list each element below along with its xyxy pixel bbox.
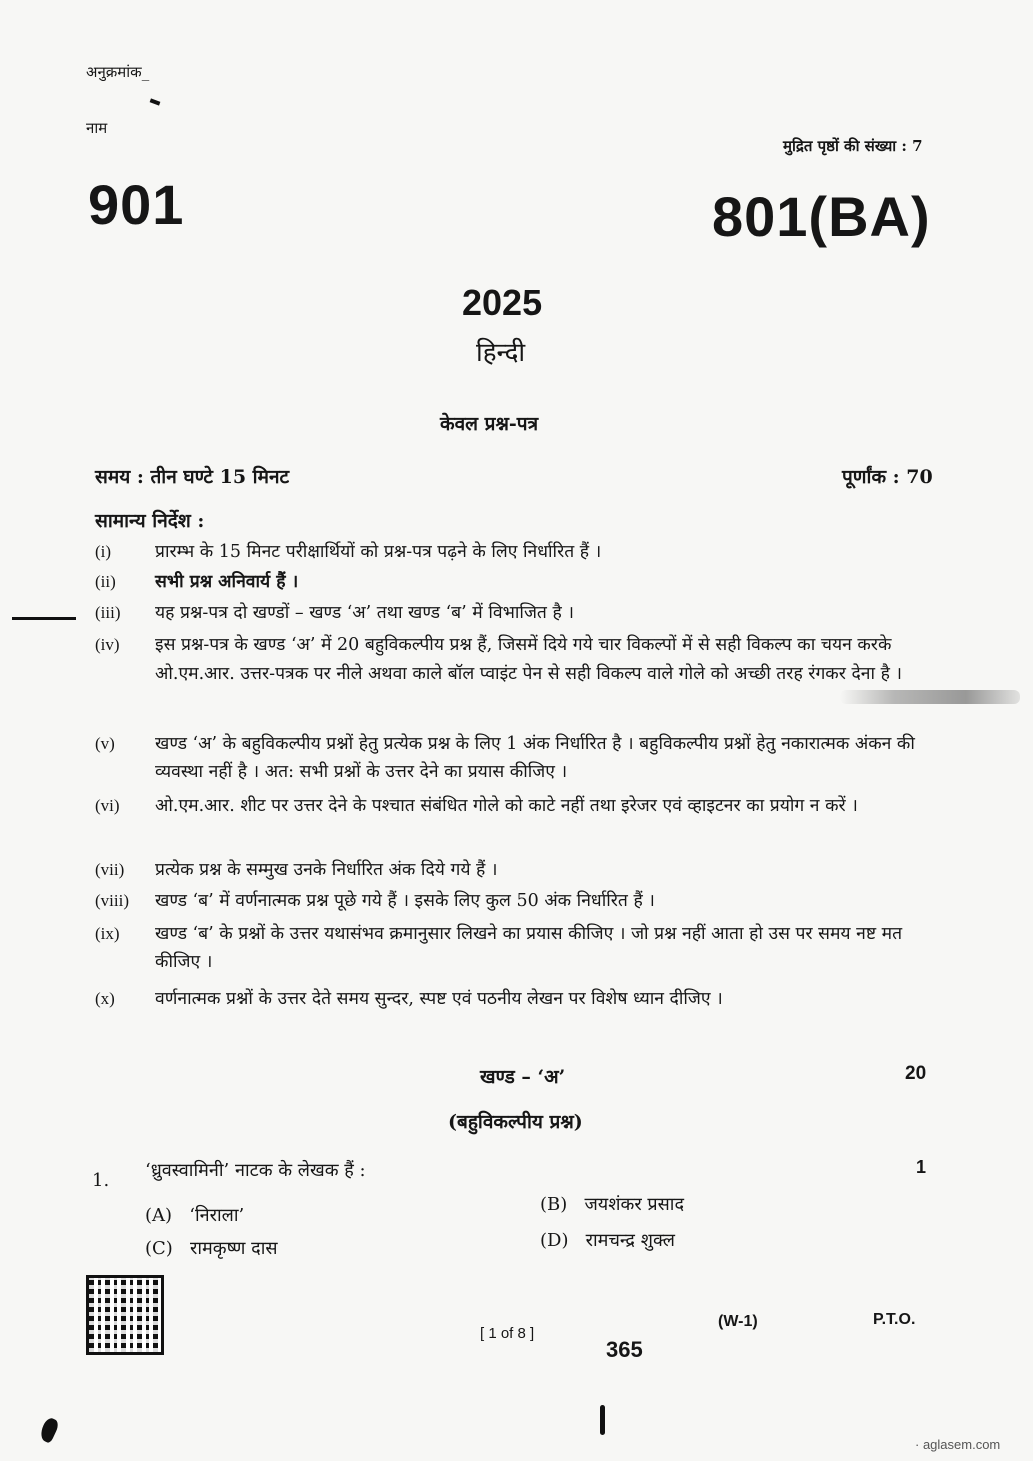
option-label: (A) <box>145 1205 173 1226</box>
question-text: ‘ध्रुवस्वामिनी’ नाटक के लेखक हैं : <box>145 1160 366 1181</box>
maximum-marks: पूर्णांक : 70 <box>842 466 933 488</box>
serial-number: 365 <box>606 1337 643 1362</box>
instruction-item <box>95 730 925 790</box>
left-paper-code: 901 <box>88 173 185 236</box>
instruction-number: (x) <box>95 989 115 1008</box>
option-text: ‘निराला’ <box>189 1205 245 1226</box>
exam-year: 2025 <box>462 282 543 323</box>
instruction-item <box>95 887 925 915</box>
instruction-item <box>95 985 925 1013</box>
option-label: (C) <box>145 1238 173 1259</box>
instruction-number: (iii) <box>95 603 121 622</box>
ink-mark <box>150 98 161 105</box>
instruction-text: सभी प्रश्न अनिवार्य हैं । <box>155 572 299 592</box>
instruction-number: (i) <box>95 542 112 561</box>
instruction-item <box>95 568 925 596</box>
option-c <box>145 1236 278 1260</box>
option-text: रामकृष्ण दास <box>190 1238 278 1259</box>
instruction-text: ओ.एम.आर. शीट पर उत्तर देने के पश्चात संबंधित गोले को काटे नहीं तथा इरेजर एवं व्हाइटनर का प्रयोग न करें । <box>155 796 858 816</box>
instruction-text: यह प्रश्न-पत्र दो खण्डों – खण्ड ‘अ’ तथा खण्ड ‘ब’ में विभाजित है । <box>155 603 574 623</box>
series-code: (W-1) <box>718 1313 758 1330</box>
pto-label: P.T.O. <box>873 1311 916 1328</box>
ink-mark <box>38 1416 61 1444</box>
right-paper-code: 801(BA) <box>712 185 931 248</box>
instruction-text: इस प्रश्न-पत्र के खण्ड ‘अ’ में 20 बहुविकल्पीय प्रश्न हैं, जिसमें दिये गये चार विकल्पों में से सही विकल्प का चयन करके ओ.एम.आर. उत्तर-पत्रक पर नीले अथवा काले बॉल प्वाइंट पेन से सही विकल्प वाले गोले को अच्छी तरह रंगकर देना है । <box>155 635 903 684</box>
instruction-number: (vi) <box>95 796 120 815</box>
option-b <box>540 1192 684 1216</box>
subject-title: हिन्दी <box>476 338 526 368</box>
section-title: खण्ड – ‘अ’ <box>480 1066 566 1088</box>
name-label: नाम <box>86 119 108 137</box>
instruction-item <box>95 538 925 566</box>
instruction-item <box>95 920 925 980</box>
instruction-item <box>95 856 925 884</box>
instruction-item <box>95 599 925 627</box>
option-d <box>540 1228 675 1252</box>
option-text: जयशंकर प्रसाद <box>584 1194 685 1215</box>
question-number: 1. <box>92 1170 110 1191</box>
section-subtitle: (बहुविकल्पीय प्रश्न) <box>448 1111 583 1133</box>
roll-number-label: अनुक्रमांक_ <box>86 63 150 81</box>
scan-smudge <box>840 690 1020 704</box>
instruction-number: (v) <box>95 734 115 753</box>
instruction-item <box>95 631 925 721</box>
question-marks: 1 <box>916 1157 927 1177</box>
time-allowed: समय : तीन घण्टे 15 मिनट <box>95 466 290 488</box>
instruction-text: प्रारम्भ के 15 मिनट परीक्षार्थियों को प्रश्न-पत्र पढ़ने के लिए निर्धारित हैं । <box>155 542 602 562</box>
instruction-number: (viii) <box>95 891 129 910</box>
instruction-text: खण्ड ‘अ’ के बहुविकल्पीय प्रश्नों हेतु प्रत्येक प्रश्न के लिए 1 अंक निर्धारित है । बहुविकल्पीय प्रश्नों हेतु नकारात्मक अंकन की व्यवस्था नहीं है । अत: सभी प्रश्नों के उत्तर देने का प्रयास कीजिए । <box>155 734 915 782</box>
instruction-number: (iv) <box>95 635 120 654</box>
margin-mark <box>12 617 76 620</box>
paper-type: केवल प्रश्न-पत्र <box>440 413 539 435</box>
instruction-text: वर्णनात्मक प्रश्नों के उत्तर देते समय सुन्दर, स्पष्ट एवं पठनीय लेखन पर विशेष ध्यान दीजिए । <box>155 989 723 1009</box>
option-label: (B) <box>540 1194 568 1215</box>
ink-mark <box>600 1405 605 1435</box>
instruction-text: खण्ड ‘ब’ में वर्णनात्मक प्रश्न पूछे गये हैं । इसके लिए कुल 50 अंक निर्धारित हैं । <box>155 891 655 911</box>
qr-code <box>86 1275 164 1355</box>
option-label: (D) <box>540 1230 569 1251</box>
instruction-item <box>95 792 925 852</box>
printed-pages-count: मुद्रित पृष्ठों की संख्या : 7 <box>783 137 923 155</box>
option-text: रामचन्द्र शुक्ल <box>585 1230 675 1251</box>
instruction-number: (ii) <box>95 572 116 591</box>
option-a <box>145 1203 244 1227</box>
section-marks: 20 <box>905 1063 927 1084</box>
instruction-text: प्रत्येक प्रश्न के सम्मुख उनके निर्धारित अंक दिये गये हैं । <box>155 860 498 880</box>
watermark: · aglasem.com <box>915 1437 1001 1452</box>
instruction-number: (ix) <box>95 924 120 943</box>
instructions-heading: सामान्य निर्देश : <box>95 510 205 532</box>
instruction-text: खण्ड ‘ब’ के प्रश्नों के उत्तर यथासंभव क्रमानुसार लिखने का प्रयास कीजिए । जो प्रश्न नहीं आता हो उस पर समय नष्ट मत कीजिए । <box>155 924 903 972</box>
instruction-number: (vii) <box>95 860 125 879</box>
page-indicator: [ 1 of 8 ] <box>480 1325 535 1342</box>
